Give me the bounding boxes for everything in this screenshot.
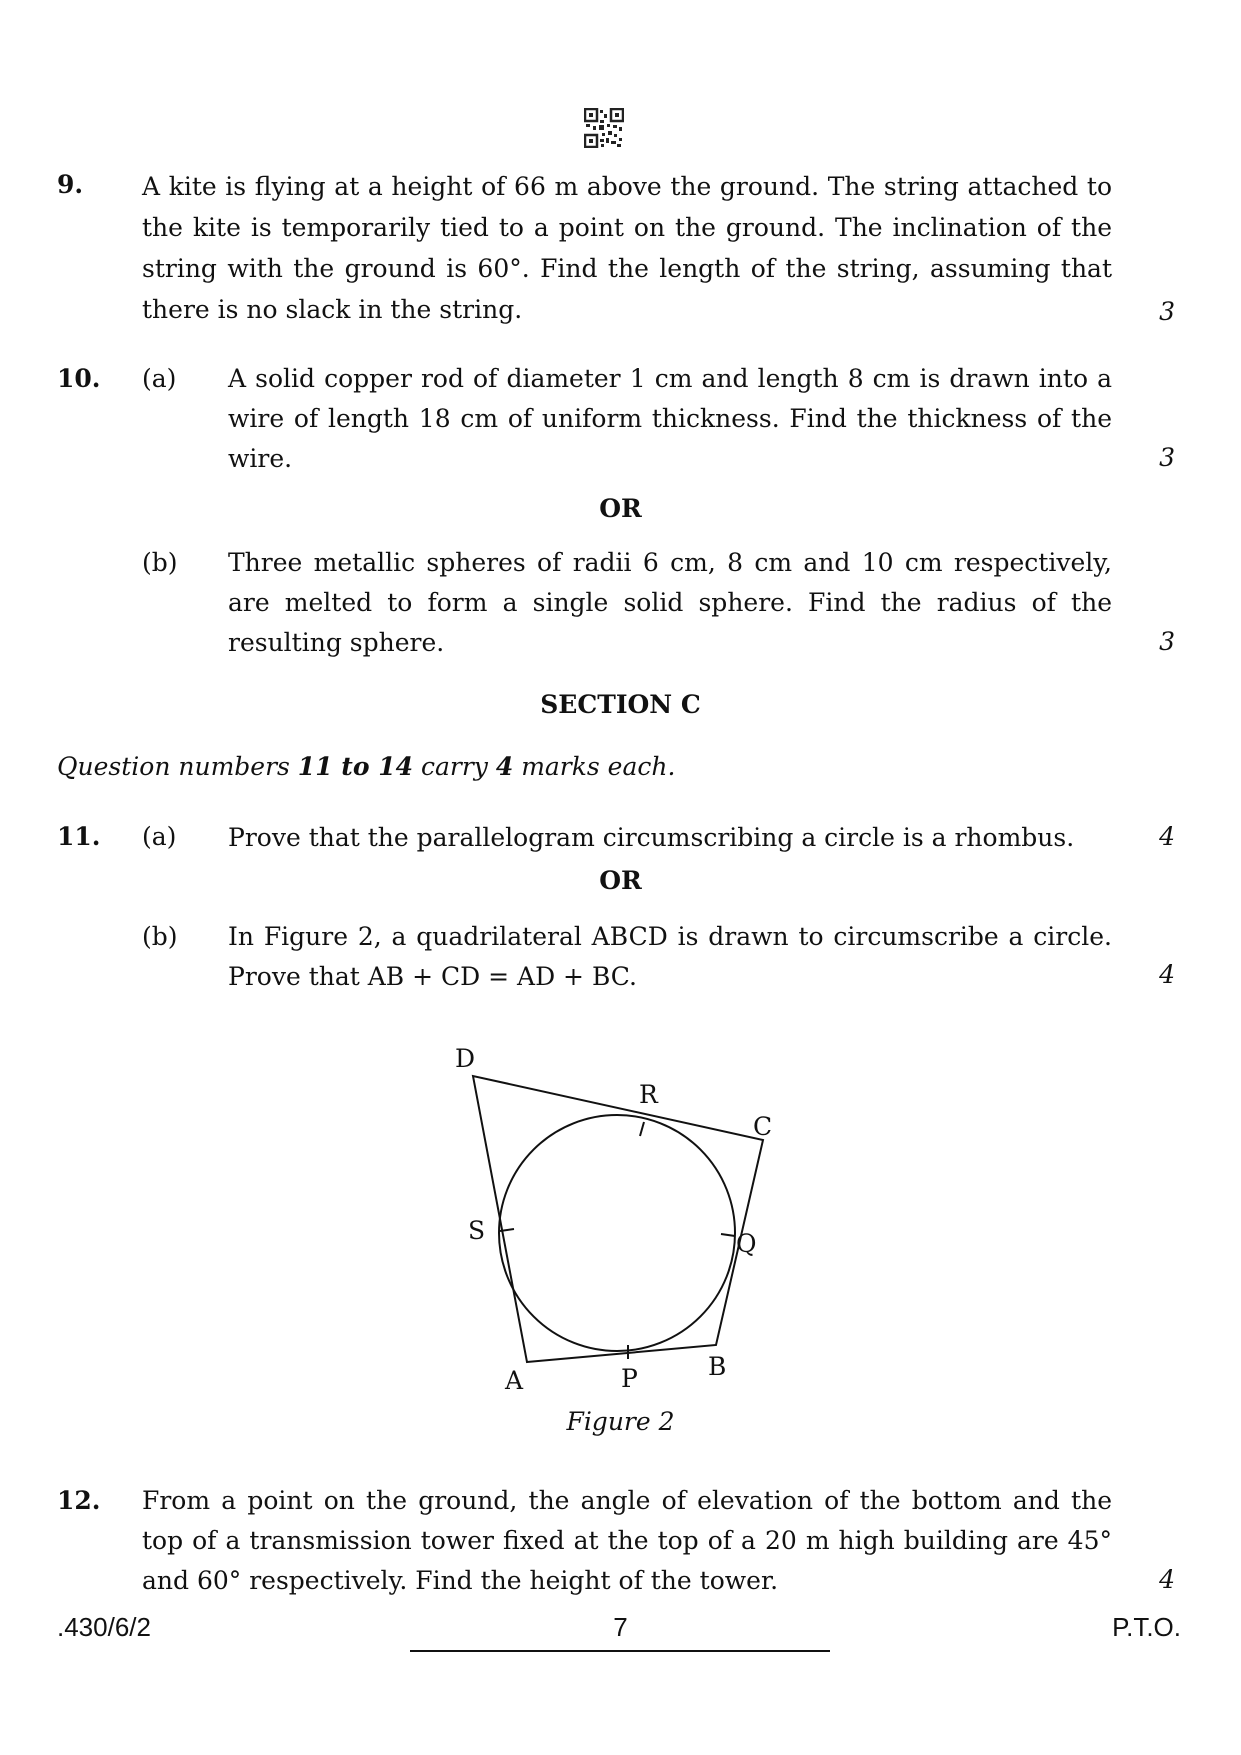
vertex-label-a: A <box>505 1366 524 1390</box>
point-label-s: S <box>468 1216 486 1245</box>
question-10b-text: Three metallic spheres of radii 6 cm, 8 cm and 10 cm respectively, are melted to form a single solid sphere. Find the radius of the resulting sphere. <box>228 548 1112 657</box>
vertex-label-c: C <box>753 1112 773 1141</box>
point-label-r: R <box>639 1080 658 1109</box>
figure-quadrilateral-circle <box>440 1025 800 1390</box>
question-12-marks: 4 <box>1159 1565 1175 1594</box>
question-10-number: 10. <box>57 364 101 393</box>
question-12-number: 12. <box>57 1486 101 1515</box>
figure-caption: Figure 2 <box>566 1407 675 1436</box>
question-10a-marks: 3 <box>1159 443 1175 472</box>
question-10a-text: A solid copper rod of diameter 1 cm and length 8 cm is drawn into a wire of length 18 cm of uniform thickness. Find the thickness of the wire. <box>228 364 1112 473</box>
question-12-text: From a point on the ground, the angle of elevation of the bottom and the top of a transmission tower fixed at the top of a 20 m high building are 45° and 60° respectively. Find the height of the tower. <box>142 1486 1112 1595</box>
section-title: SECTION C <box>540 690 701 719</box>
vertex-label-b: B <box>708 1352 727 1381</box>
inscribed-circle <box>499 1115 735 1351</box>
question-11b-text: In Figure 2, a quadrilateral ABCD is drawn to circumscribe a circle. Prove that AB + CD = AD + BC. <box>228 922 1112 991</box>
question-10b-label: (b) <box>142 548 178 577</box>
question-11a-text: Prove that the parallelogram circumscribing a circle is a rhombus. <box>228 823 1075 852</box>
question-9-number: 9. <box>57 170 84 199</box>
question-11a-marks: 4 <box>1159 822 1175 851</box>
qr-code-icon <box>584 108 624 148</box>
question-9-marks: 3 <box>1159 297 1175 326</box>
tick-q <box>721 1234 735 1236</box>
tick-r <box>640 1122 644 1136</box>
question-11b-label: (b) <box>142 922 178 951</box>
please-turn-over: P.T.O. <box>1112 1612 1181 1642</box>
point-label-q: Q <box>736 1229 757 1258</box>
question-9-text: A kite is flying at a height of 66 m above the ground. The string attached to the kite is temporarily tied to a point on the ground. The inclination of the string with the ground is 60°. Find the length of the string, assuming that there is no slack in the string. <box>142 172 1112 324</box>
question-11b-marks: 4 <box>1159 960 1175 989</box>
paper-code: .430/6/2 <box>57 1612 151 1642</box>
section-instruction: Question numbers 11 to 14 carry 4 marks each. <box>57 752 676 781</box>
question-11-number: 11. <box>57 822 101 851</box>
vertex-label-d: D <box>455 1044 476 1073</box>
quadrilateral-abcd <box>473 1076 763 1362</box>
or-label-10: OR <box>599 494 642 523</box>
page-number: 7 <box>613 1612 628 1642</box>
or-label-11: OR <box>599 866 642 895</box>
point-label-p: P <box>621 1364 638 1390</box>
footer-rule <box>410 1650 830 1652</box>
question-10a-label: (a) <box>142 364 177 393</box>
question-11a-label: (a) <box>142 822 177 851</box>
question-10b-marks: 3 <box>1159 627 1175 656</box>
